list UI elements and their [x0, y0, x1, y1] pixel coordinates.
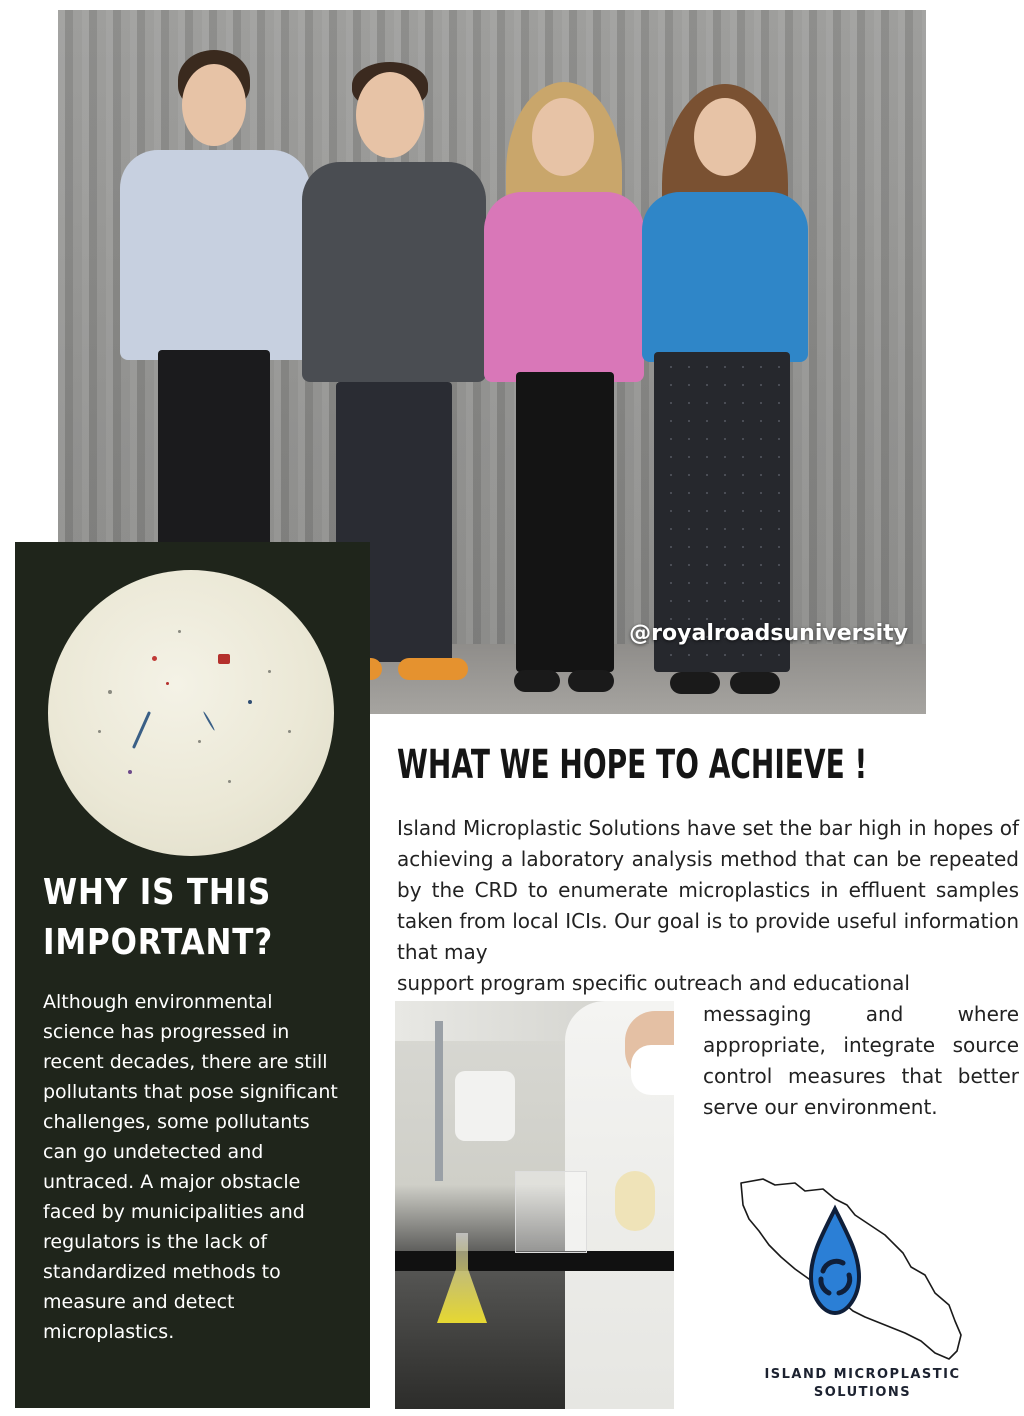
- why-heading-line-1: WHY IS THIS: [43, 872, 272, 913]
- why-panel: [15, 542, 370, 1408]
- photo-watermark: @royalroadsuniversity: [629, 621, 908, 646]
- achieve-paragraph-main-text: Island Microplastic Solutions have set the bar high in hopes of achieving a laboratory analysis method that can be repeated by the CRD to enumerate microplastics in effluent samples taken from local ICIs. Our goal is to provide useful information that may: [397, 816, 1019, 964]
- logo-wordmark-line-1: ISLAND MICROPLASTIC: [764, 1367, 961, 1382]
- logo-wordmark-line-2: SOLUTIONS: [813, 1385, 912, 1400]
- achieve-paragraph-wrap: messaging and where appropriate, integrate source control measures that better serve our environment.: [703, 1002, 1019, 1119]
- achieve-paragraph-main: [397, 813, 1019, 999]
- person-3: [484, 82, 644, 712]
- why-heading: [43, 868, 310, 968]
- why-body-text: Although environmental science has progressed in recent decades, there are still pollutants that pose significant challenges, some pollutants can go undetected and untraced. A major obstacle faced by municipalities and regulators is the lack of standardized methods to measure and detect microplastics.: [43, 991, 338, 1343]
- achieve-heading: WHAT WE HOPE TO ACHIEVE !: [397, 742, 868, 788]
- microplastic-sample-image: [48, 570, 334, 856]
- logo-wordmark: [735, 1366, 990, 1402]
- lab-photo: [395, 1001, 674, 1409]
- why-heading-line-2: IMPORTANT?: [43, 922, 274, 963]
- achieve-paragraph-main-last-line: support program specific outreach and educational: [397, 971, 910, 995]
- person-4: [642, 84, 808, 714]
- island-microplastic-logo: [735, 1175, 975, 1375]
